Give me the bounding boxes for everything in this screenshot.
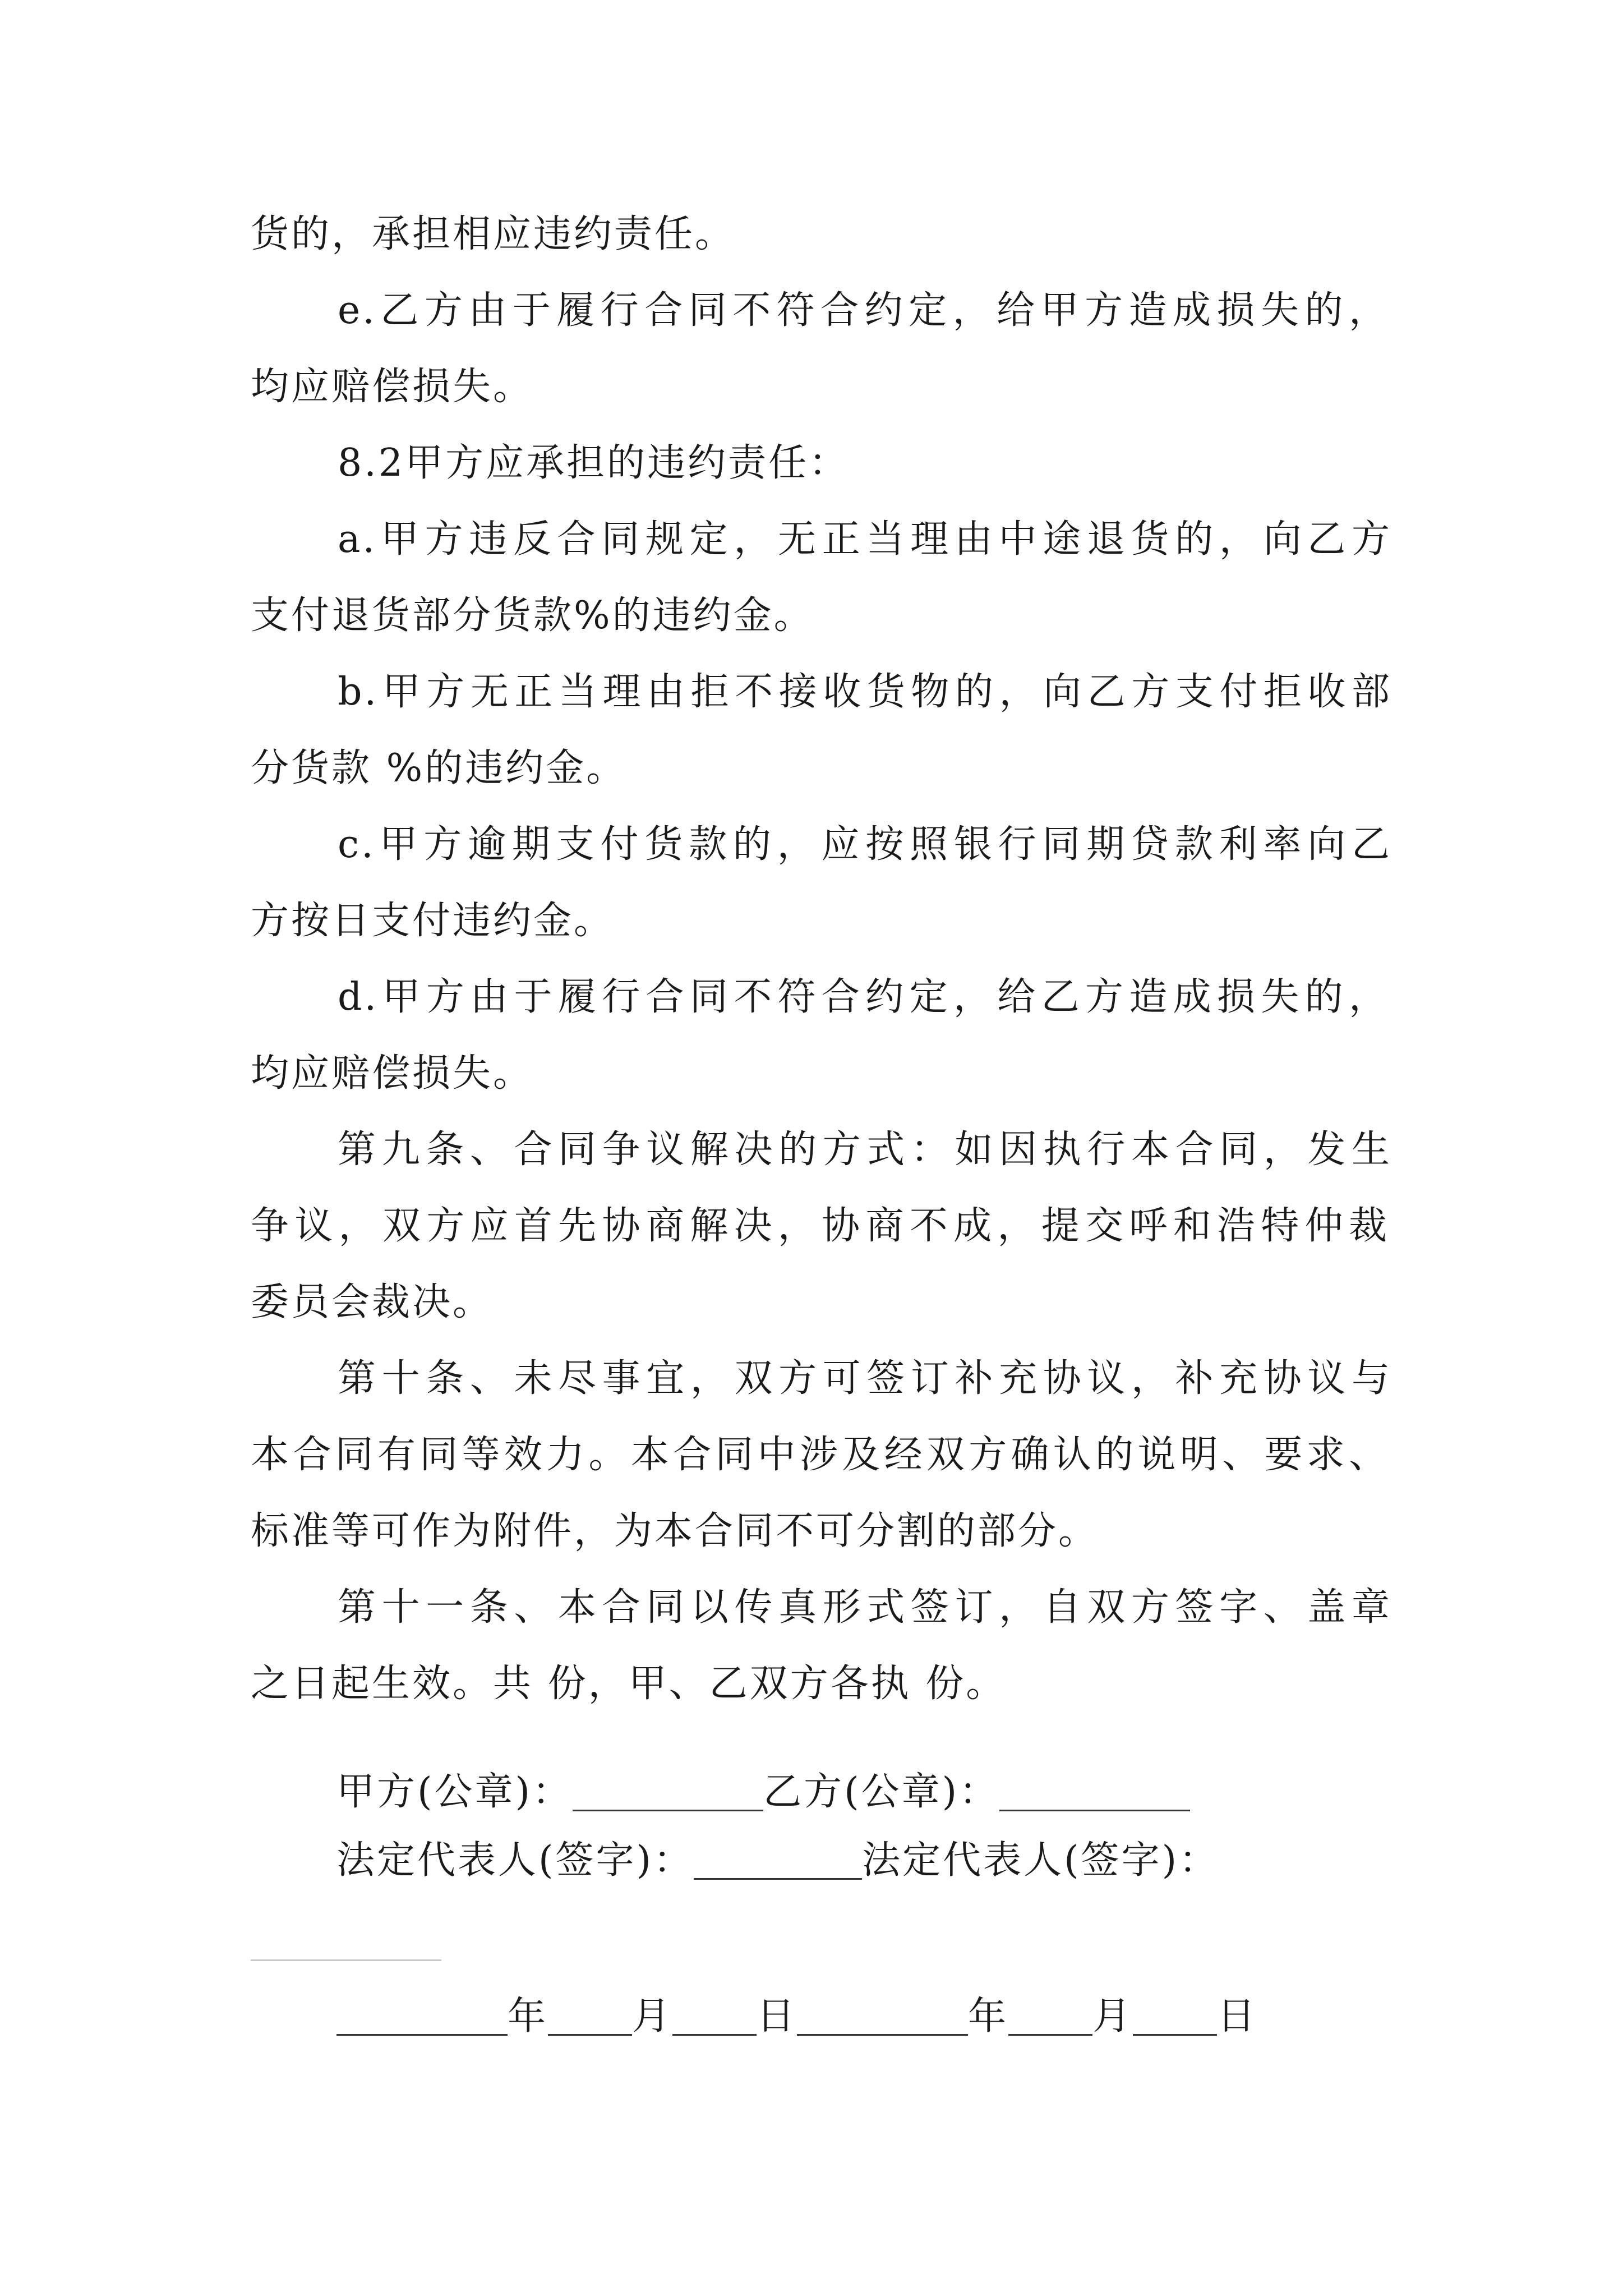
party-a-year-blank[interactable] — [336, 1995, 508, 2036]
paragraph-line: 之日起生效。共 份，甲、乙双方各执 份。 — [251, 1662, 1007, 1706]
month-label: 月 — [632, 1994, 673, 2039]
party-b-year-blank[interactable] — [797, 1995, 968, 2036]
paragraph-line: 货的，承担相应违约责任。 — [251, 212, 736, 256]
contract-body — [251, 196, 1392, 1722]
party-b-seal-label: 乙方(公章)： — [763, 1770, 1000, 1814]
party-a-rep-label: 法定代表人(签字)： — [336, 1838, 694, 1883]
paragraph-line: e.乙方由于履行合同不符合约定，给甲方造成损失的， — [338, 288, 1389, 333]
section-heading: 8.2甲方应承担的违约责任： — [338, 441, 850, 485]
paragraph-line: 标准等可作为附件，为本合同不可分割的部分。 — [251, 1509, 1099, 1553]
party-a-day-blank[interactable] — [672, 1995, 757, 2036]
day-label: 日 — [757, 1994, 797, 2039]
paragraph-line: 第十条、未尽事宜，双方可签订补充协议，补充协议与 — [338, 1356, 1392, 1401]
paragraph-line: d.甲方由于履行合同不符合约定，给乙方造成损失的， — [338, 975, 1389, 1019]
year-label: 年 — [508, 1994, 548, 2039]
party-b-day-blank[interactable] — [1133, 1995, 1217, 2036]
party-b-rep-label: 法定代表人(签字)： — [862, 1838, 1220, 1883]
date-line — [336, 1986, 1257, 2047]
month-label: 月 — [1092, 1994, 1133, 2039]
paragraph-line: 本合同有同等效力。本合同中涉及经双方确认的说明、要求、 — [251, 1433, 1389, 1477]
paragraph-line: 支付退货部分货款%的违约金。 — [251, 593, 814, 638]
representative-line — [336, 1830, 1219, 1892]
paragraph-line: 方按日支付违约金。 — [251, 899, 615, 943]
party-a-month-blank[interactable] — [548, 1995, 632, 2036]
party-a-rep-blank[interactable] — [694, 1839, 862, 1880]
party-b-month-blank[interactable] — [1008, 1995, 1092, 2036]
seal-line — [336, 1761, 1190, 1823]
party-b-seal-blank[interactable] — [999, 1770, 1190, 1811]
party-a-seal-label: 甲方(公章)： — [336, 1770, 573, 1814]
paragraph-line: 争议，双方应首先协商解决，协商不成，提交呼和浩特仲裁 — [251, 1204, 1389, 1248]
paragraph-line: a.甲方违反合同规定，无正当理由中途退货的，向乙方 — [338, 517, 1392, 562]
day-label: 日 — [1217, 1994, 1258, 2039]
paragraph-line: 第十一条、本合同以传真形式签订，自双方签字、盖章 — [338, 1585, 1392, 1630]
paragraph-line: c.甲方逾期支付货款的，应按照银行同期贷款利率向乙 — [338, 822, 1392, 867]
paragraph-line: 委员会裁决。 — [251, 1280, 494, 1324]
paragraph-line: 均应赔偿损失。 — [251, 365, 534, 409]
party-a-seal-blank[interactable] — [573, 1770, 763, 1811]
paragraph-line: b.甲方无正当理由拒不接收货物的，向乙方支付拒收部 — [338, 670, 1392, 714]
party-b-rep-blank-continued[interactable] — [251, 1959, 441, 1961]
paragraph-line: 第九条、合同争议解决的方式：如因执行本合同，发生 — [338, 1128, 1392, 1172]
paragraph-line: 均应赔偿损失。 — [251, 1051, 534, 1096]
paragraph-line: 分货款 %的违约金。 — [251, 746, 627, 790]
year-label: 年 — [968, 1994, 1009, 2039]
